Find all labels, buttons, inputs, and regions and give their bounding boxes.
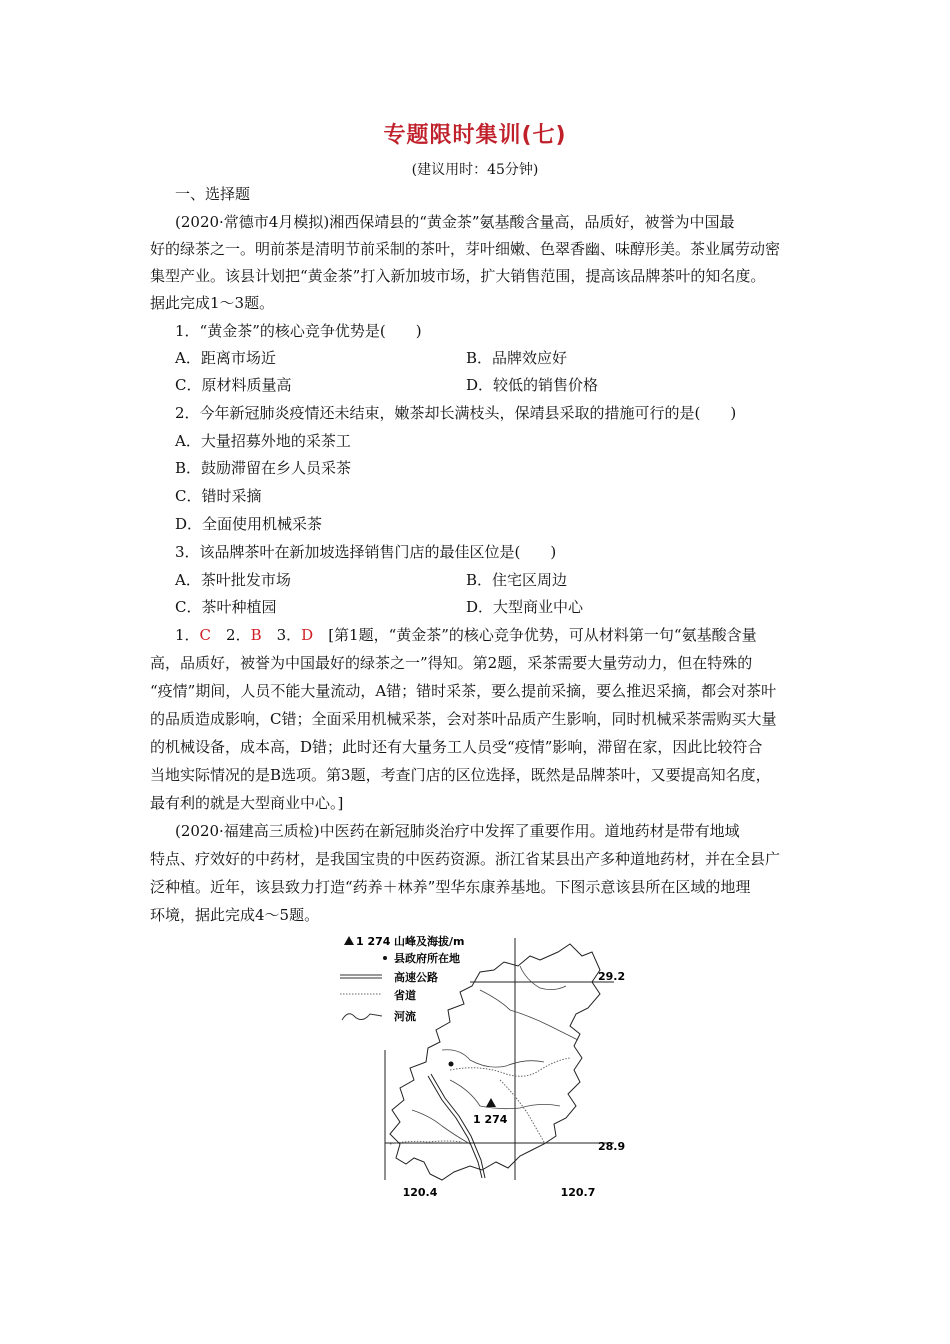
county-seat-marker	[449, 1062, 454, 1067]
provincial-road	[500, 1080, 544, 1142]
highway	[428, 1076, 482, 1178]
peak-marker	[486, 1098, 496, 1107]
q3-option-c: C．茶叶种植园	[175, 598, 277, 616]
q3-stem: 3．该品牌茶叶在新加坡选择销售门店的最佳区位是( )	[175, 543, 557, 561]
legend-seat-label: 县政府所在地	[394, 952, 460, 965]
page-title: 专题限时集训(七)	[383, 123, 567, 148]
peak-icon	[344, 936, 354, 945]
river	[480, 990, 578, 1040]
q1-option-d: D．较低的销售价格	[466, 376, 599, 394]
answer-num-3: 3．	[261, 626, 302, 644]
map-legend	[340, 934, 464, 1023]
q2-stem: 2．今年新冠肺炎疫情还未结束，嫩茶却长满枝头，保靖县采取的措施可行的是( )	[175, 404, 737, 422]
q2-option-a: A．大量招募外地的采茶工	[175, 432, 351, 450]
answer-line: 的品质造成影响，C错；全面采用机械采茶，会对茶叶品质产生影响，同时机械采茶需购买大量	[150, 710, 777, 728]
river-icon	[342, 1014, 382, 1020]
latitude-label-top: 29.2	[598, 970, 626, 983]
answer-key-3: D	[301, 626, 314, 644]
q1-option-b: B．品牌效应好	[466, 349, 568, 367]
answer-line: 当地实际情况的是B选项。第3题，考查门店的区位选择，既然是品牌茶叶，又要提高知名度，	[150, 766, 771, 784]
peak-elevation-label: 1 274	[473, 1113, 508, 1126]
river	[442, 1050, 544, 1067]
answer-line: 最有利的就是大型商业中心。]	[150, 794, 344, 812]
passage1-line: 据此完成1～3题。	[150, 294, 275, 312]
answer-line: 的机械设备，成本高，D错；此时还有大量务工人员受“疫情”影响，滞留在家，因此比较符合	[150, 738, 763, 756]
q1-option-c: C．原材料质量高	[175, 376, 292, 394]
county-seat-icon	[383, 956, 387, 960]
q3-option-d: D．大型商业中心	[466, 598, 584, 616]
answer-line: 高，品质好，被誉为中国最好的绿茶之一”得知。第2题，采茶需要大量劳动力，但在特殊的	[150, 654, 753, 672]
passage2-line: (2020·福建高三质检)中医药在新冠肺炎治疗中发挥了重要作用。道地药材是带有地域	[175, 822, 740, 840]
provincial-road	[450, 1058, 570, 1076]
legend-peak-label: 山峰及海拔/m	[394, 935, 465, 948]
answer-num-1: 1．	[175, 626, 200, 644]
q2-option-b: B．鼓励滞留在乡人员采茶	[175, 459, 352, 477]
river	[520, 966, 566, 990]
passage1-line: 好的绿茶之一。明前茶是清明节前采制的茶叶，芽叶细嫩、色翠香幽、味醇形美。茶业属劳动密	[150, 240, 781, 258]
river	[450, 1080, 560, 1109]
passage2-line: 特点、疗效好的中药材，是我国宝贵的中医药资源。浙江省某县出产多种道地药材，并在全县广	[150, 850, 781, 868]
page-subtitle: (建议用时：45分钟)	[411, 162, 539, 178]
answer-num-2: 2．	[211, 626, 251, 644]
answer-key-1: C	[199, 626, 212, 644]
q3-option-b: B．住宅区周边	[466, 571, 568, 589]
legend-peak-value: 1 274	[356, 935, 391, 948]
longitude-label-left: 120.4	[402, 1186, 438, 1199]
answer-key-2: B	[250, 626, 262, 644]
q2-option-c: C．错时采摘	[175, 487, 262, 505]
section-title: 一、选择题	[175, 185, 251, 203]
answer-explanation: [第1题，“黄金茶”的核心竞争优势，可从材料第一句“氨基酸含量	[313, 626, 757, 644]
q1-option-a: A．距离市场近	[175, 349, 276, 367]
passage2-line: 环境，据此完成4～5题。	[150, 906, 320, 924]
legend-highway-label: 高速公路	[394, 971, 438, 984]
answer-line: “疫情”期间，人员不能大量流动，A错；错时采茶，要么提前采摘，要么推迟采摘，都会对茶叶	[150, 682, 777, 700]
longitude-label-right: 120.7	[560, 1186, 596, 1199]
q1-stem: 1．“黄金茶”的核心竞争优势是( )	[175, 322, 422, 340]
q2-option-d: D．全面使用机械采茶	[175, 515, 323, 533]
county-map	[330, 930, 630, 1200]
q3-option-a: A．茶叶批发市场	[175, 571, 291, 589]
latitude-label-bottom: 28.9	[598, 1140, 626, 1153]
passage1-line: (2020·常德市4月模拟)湘西保靖县的“黄金茶”氨基酸含量高，品质好，被誉为中国最	[175, 213, 735, 231]
legend-river-label: 河流	[394, 1010, 416, 1023]
passage1-line: 集型产业。该县计划把“黄金茶”打入新加坡市场，扩大销售范围，提高该品牌茶叶的知名度。	[150, 267, 766, 285]
answer-first-line	[175, 625, 757, 645]
legend-provincial-label: 省道	[394, 989, 416, 1002]
passage2-line: 泛种植。近年，该县致力打造“药养＋林养”型华东康养基地。下图示意该县所在区域的地理	[150, 878, 751, 896]
